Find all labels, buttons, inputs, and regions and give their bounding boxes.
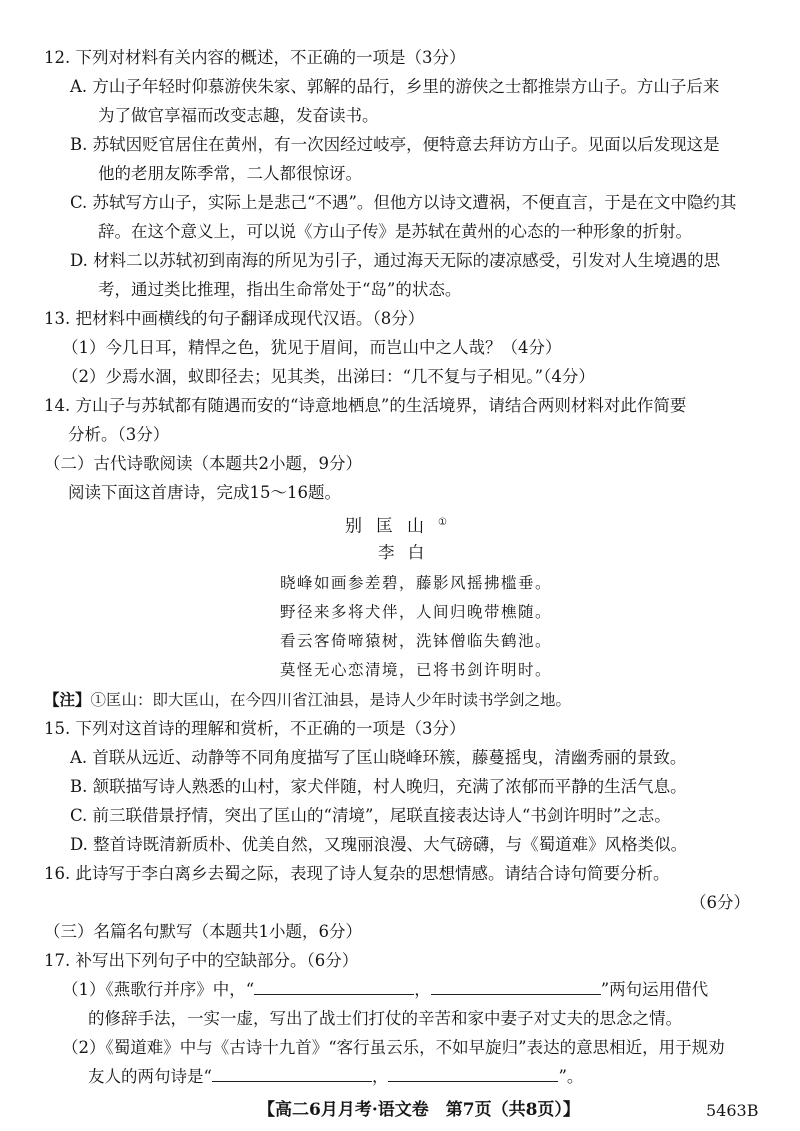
q17-part2-line2: 友人的两句诗是“ ， ”。 bbox=[88, 1067, 584, 1086]
q12-option-c-line2: 辞。在这个意义上，可以说《方山子传》是苏轼在黄州的心态的一种形象的折射。 bbox=[98, 222, 692, 241]
poem-title: 别匡山① bbox=[345, 516, 461, 537]
page-footer: 【高二6月月考·语文卷 第7页（共8页）】 bbox=[258, 1100, 580, 1120]
q17-part2-blank-2[interactable] bbox=[388, 1065, 558, 1082]
poem-line-2: 野径来多将犬伴，人间归晚带樵随。 bbox=[280, 603, 553, 621]
q15-option-a: A. 首联从远近、动静等不同角度描写了匡山晓峰环簇，藤蔓摇曳，清幽秀丽的景致。 bbox=[70, 748, 687, 767]
q15-option-d: D. 整首诗既清新质朴、优美自然，又瑰丽浪漫、大气磅礴，与《蜀道难》风格类似。 bbox=[70, 835, 688, 854]
q12-stem: 12. 下列对材料有关内容的概述，不正确的一项是（3分） bbox=[44, 48, 466, 67]
q16-stem: 16. 此诗写于李白离乡去蜀之际，表现了诗人复杂的思想情感。请结合诗句简要分析。 bbox=[44, 864, 670, 883]
poem-note-label: 【注】 bbox=[44, 690, 91, 709]
q17-part1-blank-2[interactable] bbox=[431, 978, 601, 995]
section2-intro: 阅读下面这首唐诗，完成15～16题。 bbox=[68, 483, 341, 502]
q17-part2-blank-1[interactable] bbox=[212, 1065, 372, 1082]
q17-part2-line1: （2）《蜀道难》中与《古诗十九首》“客行虽云乐，不如早旋归”表达的意思相近，用于规劝 bbox=[62, 1038, 725, 1057]
q17-part1-blank-1[interactable] bbox=[254, 978, 414, 995]
q14-line2: 分析。（3分） bbox=[68, 425, 170, 444]
poem-author: 李 白 bbox=[378, 543, 429, 562]
poem-note-mark: ① bbox=[438, 517, 461, 528]
q12-option-b-line1: B. 苏轼因贬官居住在黄州，有一次因经过岐亭，便特意去拜访方山子。见面以后发现这是 bbox=[70, 135, 720, 154]
q13-sentence-1: （1）今几日耳，精悍之色，犹见于眉间，而岂山中之人哉？（4分） bbox=[62, 338, 562, 357]
q17-part1-line1: （1）《燕歌行并序》中，“ ， ”两句运用借代 bbox=[62, 980, 709, 999]
q13-stem: 13. 把材料中画横线的句子翻译成现代汉语。（8分） bbox=[44, 309, 425, 328]
q15-stem: 15. 下列对这首诗的理解和赏析，不正确的一项是（3分） bbox=[44, 719, 466, 738]
poem-note-text: ①匡山：即大匡山，在今四川省江油县，是诗人少年时读书学剑之地。 bbox=[90, 691, 572, 709]
q12-option-d-line2: 考，通过类比推理，指出生命常处于“岛”的状态。 bbox=[98, 280, 462, 299]
paper-code: 5463B bbox=[706, 1101, 759, 1120]
poem-note bbox=[44, 688, 571, 712]
q15-option-c: C. 前三联借景抒情，突出了匡山的“清境”，尾联直接表达诗人“书剑许明时”之志。 bbox=[70, 806, 671, 825]
q12-option-b-line2: 他的老朋友陈季常，二人都很惊讶。 bbox=[98, 164, 362, 183]
q12-option-d-line1: D. 材料二以苏轼初到南海的所见为引子，通过海天无际的凄凉感受，引发对人生境遇的思 bbox=[70, 251, 721, 270]
q14-line1: 14. 方山子与苏轼都有随遇而安的“诗意地栖息”的生活境界，请结合两则材料对此作简要 bbox=[44, 396, 687, 415]
q16-score: （6分） bbox=[690, 893, 750, 912]
q12-option-c-line1: C. 苏轼写方山子，实际上是悲己“不遇”。但他方以诗文遭祸，不便直言，于是在文中隐约其 bbox=[70, 193, 737, 212]
q17-stem: 17. 补写出下列句子中的空缺部分。（6分） bbox=[44, 951, 359, 970]
poem-line-3: 看云客倚啼猿树，洗钵僧临失鹤池。 bbox=[280, 632, 553, 650]
q12-option-a-line1: A. 方山子年轻时仰慕游侠朱家、郭解的品行，乡里的游侠之士都推崇方山子。方山子后来 bbox=[70, 77, 720, 96]
q13-sentence-2: （2）少焉水涸，蚁即径去；见其类，出涕曰：“几不复与子相见。”（4分） bbox=[62, 367, 595, 386]
q17-part1-line2: 的修辞手法，一实一虚，写出了战士们打仗的辛苦和家中妻子对丈夫的思念之情。 bbox=[88, 1009, 682, 1028]
q12-option-a-line2: 为了做官享福而改变志趣，发奋读书。 bbox=[98, 106, 379, 125]
q15-option-b: B. 颔联描写诗人熟悉的山村，家犬伴随，村人晚归，充满了浓郁而平静的生活气息。 bbox=[70, 777, 687, 796]
poem-line-4: 莫怪无心恋清境，已将书剑许明时。 bbox=[280, 661, 553, 679]
poem-line-1: 晓峰如画参差碧，藤影风摇拂槛垂。 bbox=[280, 574, 553, 592]
section2-heading: （二）古代诗歌阅读（本题共2小题，9分） bbox=[44, 454, 362, 473]
section3-heading: （三）名篇名句默写（本题共1小题，6分） bbox=[44, 922, 362, 941]
